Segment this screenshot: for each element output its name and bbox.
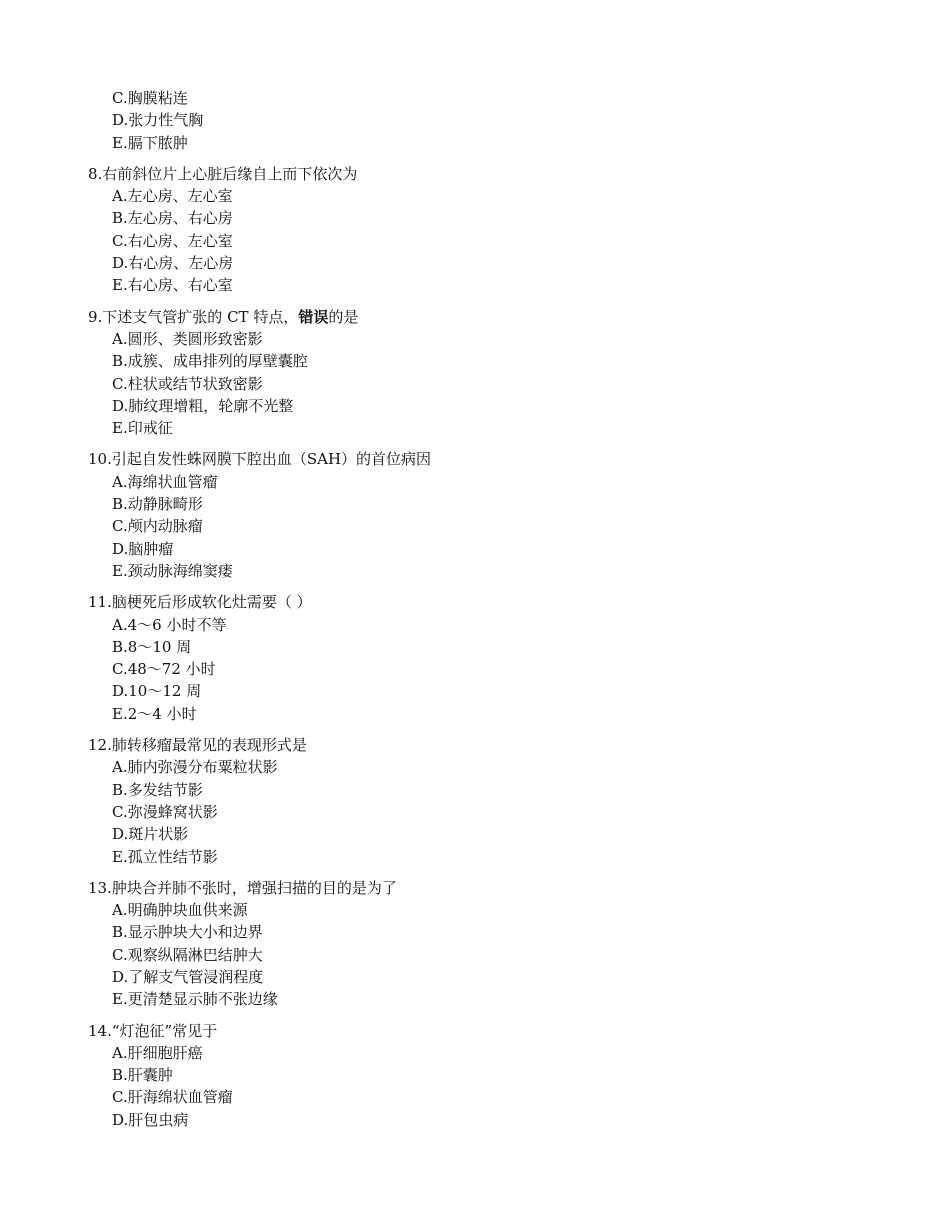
option-text: D.肺纹理增粗，轮廓不光整 <box>112 396 294 415</box>
option-text: C.肝海绵状血管瘤 <box>112 1088 233 1107</box>
question-stem <box>0 163 950 185</box>
question-stem <box>0 306 950 328</box>
option-list <box>0 328 950 439</box>
option-text: D.了解支气管浸润程度 <box>112 967 264 986</box>
option-text: B.8～10 周 <box>112 637 192 656</box>
option-text: C.右心房、左心室 <box>112 231 233 250</box>
question-stem-text: 10.引起自发性蛛网膜下腔出血（SAH）的首位病因 <box>88 450 432 469</box>
option-text: C.柱状或结节状致密影 <box>112 374 263 393</box>
option-list <box>0 756 950 867</box>
option-text: E.孤立性结节影 <box>112 847 218 866</box>
option-text: E.2～4 小时 <box>112 704 197 723</box>
option-text: C.胸膜粘连 <box>112 89 188 107</box>
carryover-options <box>0 87 950 154</box>
option-text: D.右心房、左心房 <box>112 254 234 273</box>
option-list <box>0 471 950 582</box>
question-stem-text: 13.肿块合并肺不张时，增强扫描的目的是为了 <box>88 878 397 897</box>
question-stem <box>0 448 950 470</box>
option-text: C.弥漫蜂窝状影 <box>112 802 218 821</box>
option-text: D.斑片状影 <box>112 825 189 844</box>
question-stem-text: 14.“灯泡征”常见于 <box>88 1021 218 1040</box>
question-stem-text: 8.右前斜位片上心脏后缘自上而下依次为 <box>88 164 358 183</box>
question-stem-text: 11.脑梗死后形成软化灶需要（ ） <box>88 593 312 612</box>
question-block <box>0 877 950 1011</box>
option-list <box>0 185 950 296</box>
option-text: D.张力性气胸 <box>112 111 204 130</box>
option-text: C.颅内动脉瘤 <box>112 517 203 536</box>
question-block <box>0 448 950 582</box>
option-text: A.海绵状血管瘤 <box>112 472 218 491</box>
option-text: D.10～12 周 <box>112 682 202 701</box>
option-text: B.显示肿块大小和边界 <box>112 923 263 942</box>
question-stem-text: 12.肺转移瘤最常见的表现形式是 <box>88 736 307 755</box>
option-text: B.肝囊肿 <box>112 1066 173 1085</box>
question-stem <box>0 877 950 899</box>
option-text: B.成簇、成串排列的厚壁囊腔 <box>112 352 308 371</box>
question-block <box>0 163 950 297</box>
question-stem <box>0 1020 950 1042</box>
option-text: E.更清楚显示肺不张边缘 <box>112 990 278 1009</box>
question-block <box>0 306 950 440</box>
question-stem-text: 9.下述支气管扩张的 CT 特点， <box>88 307 299 326</box>
option-text: A.肺内弥漫分布粟粒状影 <box>112 758 278 777</box>
option-text: B.多发结节影 <box>112 780 203 799</box>
option-text: B.左心房、右心房 <box>112 209 233 228</box>
option-text: C.48～72 小时 <box>112 660 216 679</box>
option-text: A.左心房、左心室 <box>112 187 233 206</box>
option-text: A.圆形、类圆形致密影 <box>112 329 263 348</box>
option-text: E.印戒征 <box>112 419 173 438</box>
option-list <box>0 899 950 1010</box>
option-list <box>0 1042 950 1131</box>
option-text: B.动静脉畸形 <box>112 495 203 514</box>
option-text: C.观察纵隔淋巴结肿大 <box>112 945 263 964</box>
option-text: E.右心房、右心室 <box>112 276 233 295</box>
option-text: D.肝包虫病 <box>112 1110 189 1129</box>
question-block <box>0 1020 950 1131</box>
option-text: A.肝细胞肝癌 <box>112 1043 203 1062</box>
question-block <box>0 734 950 868</box>
question-stem <box>0 591 950 613</box>
document-page <box>0 87 950 1131</box>
option-text: A.4～6 小时不等 <box>112 615 227 634</box>
option-text: E.膈下脓肿 <box>112 133 188 152</box>
option-text: A.明确肿块血供来源 <box>112 901 248 920</box>
option-list <box>0 614 950 725</box>
question-stem-emphasis: 错误 <box>298 307 329 326</box>
question-block <box>0 591 950 725</box>
option-text: D.脑肿瘤 <box>112 539 174 558</box>
option-text: E.颈动脉海绵窦瘘 <box>112 561 233 580</box>
question-stem-tail: 的是 <box>328 307 359 326</box>
question-stem <box>0 734 950 756</box>
